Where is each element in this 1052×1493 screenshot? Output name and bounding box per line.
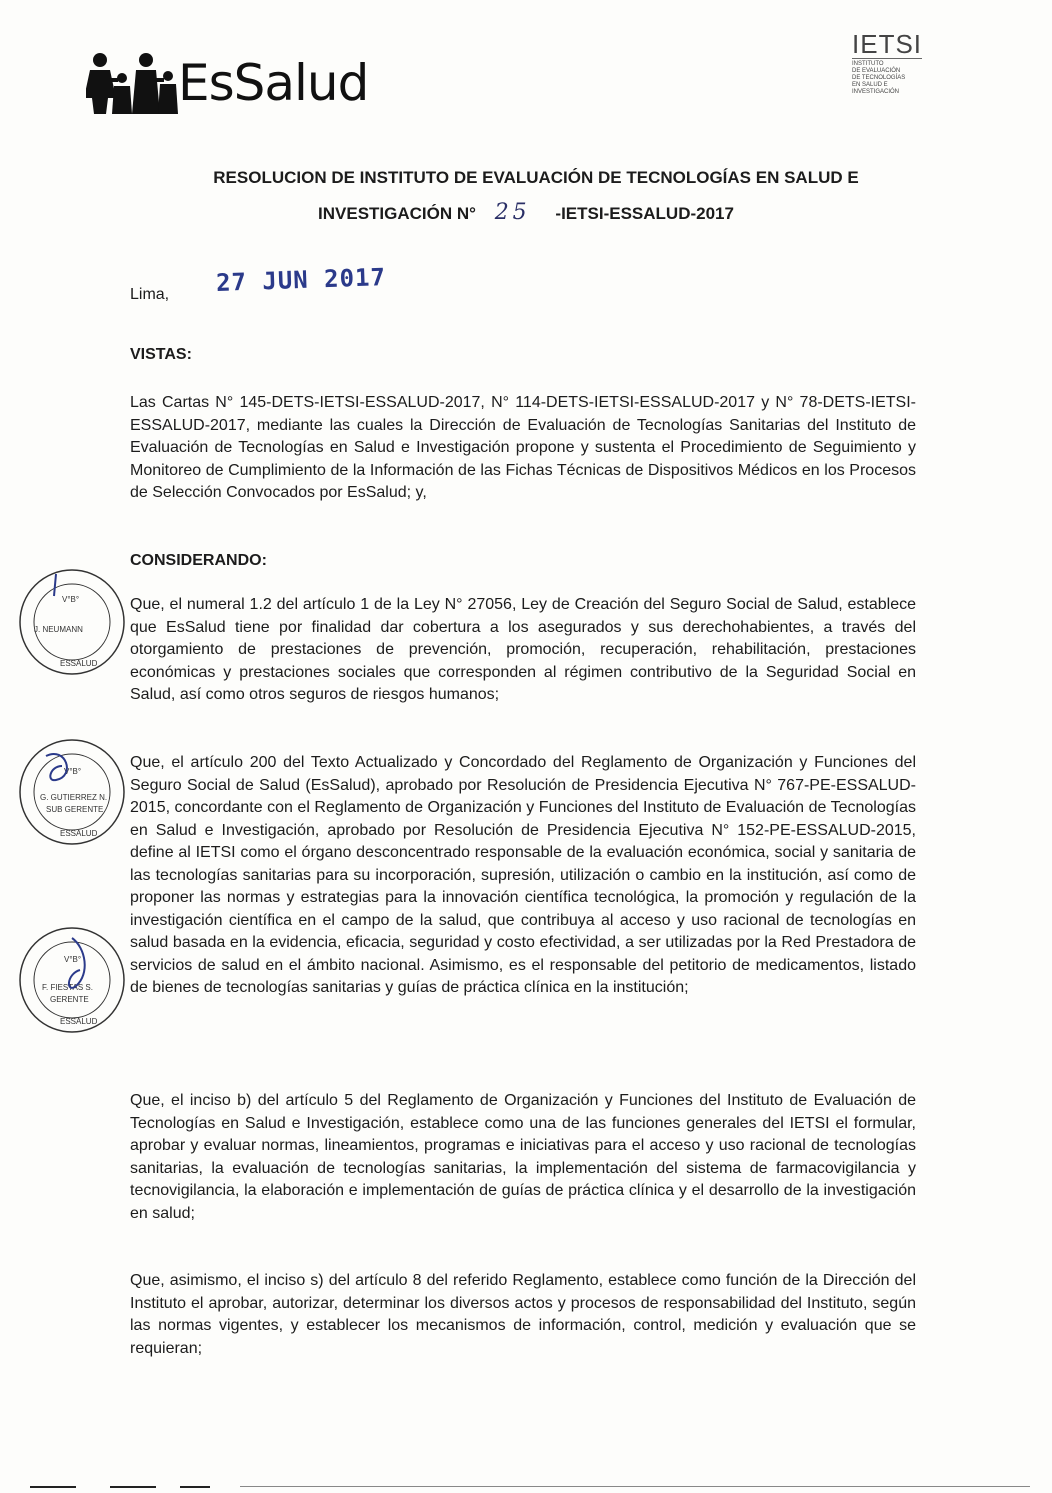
city-label: Lima,	[130, 286, 170, 303]
vistas-heading: VISTAS:	[130, 346, 192, 363]
approval-seal	[16, 924, 128, 1041]
ietsi-line: DE EVALUACIÓN	[852, 68, 901, 74]
seal-name: G. GUTIERREZ N.	[40, 793, 108, 802]
ietsi-line: INSTITUTO	[852, 61, 884, 67]
family-figures-icon	[86, 48, 178, 120]
date-stamp: 27 JUN 2017	[215, 263, 387, 297]
considerando-paragraph: Que, el inciso b) del artículo 5 del Reglamento de Organización y Funciones del Instituto de Evaluación de Tecnologías en Salud e Investigación, establece como una de las funciones generales del IETSI el formular, aprobar y evaluar normas, lineamientos, programas e iniciativas para el acceso y uso racional de tecnologías sanitarias, la evaluación de tecnologías sanitarias, la implementación del sistema de farmacovigilancia y tecnovigilancia, la elaboración e implementación de guías de práctica clínica y el desarrollo de la investigación en salud;	[130, 1092, 916, 1222]
ietsi-line: EN SALUD E	[852, 82, 888, 88]
vistas-paragraph: Las Cartas N° 145-DETS-IETSI-ESSALUD-2017, N° 114-DETS-IETSI-ESSALUD-2017 y N° 78-DETS-IETSI-ESSALUD-2017, mediante las cuales la Dirección de Evaluación de Tecnologías Sanitarias del Instituto de Evaluación de Tecnologías en Salud e Investigación propone y sustenta el Procedimiento de Seguimiento y Monitoreo de Cumplimiento de la Información de las Fichas Técnicas de Dispositivos Médicos en los Procesos de Selección Convocados por EsSalud; y,	[130, 394, 916, 501]
seal-mark: V°B°	[62, 595, 80, 604]
considerando-paragraph: Que, el artículo 200 del Texto Actualizado y Concordado del Reglamento de Organización y Funciones del Seguro Social de Salud (EsSalud), aprobado por Resolución de Presidencia Ejecutiva N° 767-PE-ESSALUD-2015, concordante con el Reglamento de Organización y Funciones del Instituto de Evaluación de Tecnologías en Salud e Investigación, aprobado por Resolución de Presidencia Ejecutiva N° 152-PE-ESSALUD-2015, define al IETSI como el órgano desconcentrado responsable de la evaluación económica, social y sanitaria de las tecnologías sanitarias para su incorporación, supresión, utilización o cambio en la institución, así como de proponer las normas y estrategias para la innovación científica tecnológica, la promoción y regulación de la investigación científica en el campo de la salud, que contribuya al acceso y uso racional de tecnologías en salud basada en la evidencia, eficacia, seguridad y costo efectividad, a ser utilizadas por la Red Prestadora de servicios de salud en el ámbito nacional. Asimismo, es el responsable del petitorio de medicamentos, listado de bienes de tecnologías sanitarias y guías de práctica clínica en la institución;	[130, 754, 916, 996]
seal-name: J. NEUMANN	[34, 625, 83, 634]
seal-mark: V°B°	[64, 767, 82, 776]
title-suffix: -IETSI-ESSALUD-2017	[555, 204, 734, 223]
logo-text: EsSalud	[178, 54, 369, 112]
seal-name: F. FIESTAS S.	[42, 983, 93, 992]
essalud-logo	[86, 48, 376, 120]
footer-rule	[30, 1486, 1030, 1488]
title-prefix: INVESTIGACIÓN N°	[318, 204, 476, 223]
signature-stroke	[54, 574, 56, 596]
resolution-title-line-2	[0, 200, 1052, 225]
seal-role: SUB GERENTE	[46, 805, 104, 814]
considerando-paragraph: Que, asimismo, el inciso s) del artículo 8 del referido Reglamento, establece como función de la Dirección del Instituto el aprobar, autorizar, determinar los diversos actos y procesos de responsabilidad del Instituto, según las normas vigentes, y establecer los mecanismos de información, control, medición y evaluación que se requieran;	[130, 1272, 916, 1357]
ietsi-line: INVESTIGACIÓN	[852, 89, 900, 95]
resolution-number: 25	[494, 200, 531, 225]
seal-ring-text: ESSALUD	[60, 829, 98, 838]
ietsi-subtitle	[852, 61, 942, 96]
seal-ring-text: ESSALUD	[60, 659, 98, 668]
ietsi-logo	[852, 30, 942, 110]
approval-seal	[16, 736, 128, 853]
ietsi-line: DE TECNOLOGÍAS	[852, 75, 906, 81]
considerando-heading: CONSIDERANDO:	[130, 552, 267, 569]
ietsi-mark: IETSI	[852, 29, 923, 59]
seal-mark: V°B°	[64, 955, 82, 964]
seal-ring-text: ESSALUD	[60, 1017, 98, 1026]
resolution-title-line-1: RESOLUCION DE INSTITUTO DE EVALUACIÓN DE TECNOLOGÍAS EN SALUD E	[213, 168, 859, 187]
considerando-paragraph: Que, el numeral 1.2 del artículo 1 de la Ley N° 27056, Ley de Creación del Seguro Social de Salud, establece que EsSalud tiene por finalidad dar cobertura a los asegurados y sus derechohabientes, a través del otorgamiento de prestaciones de prevención, promoción, recuperación, rehabilitación, prestaciones económicas y prestaciones sociales que corresponden al régimen contributivo de la Seguridad Social en Salud, así como otros seguros de riesgos humanos;	[130, 596, 916, 703]
seal-role: GERENTE	[50, 995, 89, 1004]
approval-seal	[16, 566, 128, 683]
